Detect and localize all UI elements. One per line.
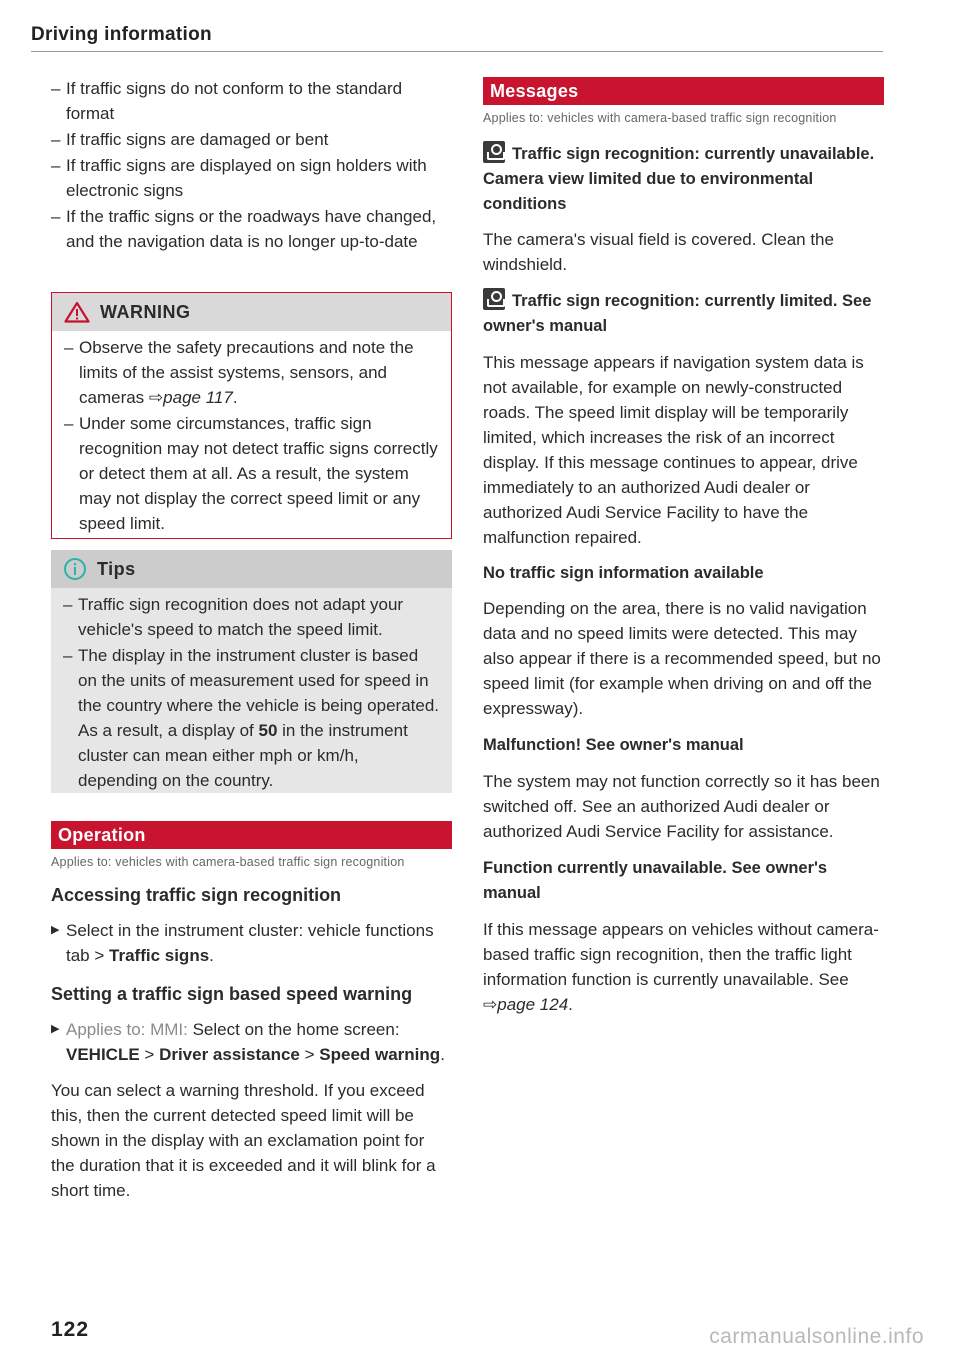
traffic-sign-camera-icon: [483, 288, 505, 310]
punctuation: .: [232, 388, 238, 407]
list-item: [64, 335, 439, 410]
tips-list: [51, 588, 452, 800]
list-item: [63, 643, 440, 793]
message-title-text: Traffic sign recognition: currently limited. See owner's manual: [483, 292, 872, 335]
instruction-step: [51, 918, 446, 968]
list-item: – If traffic signs are damaged or bent: [51, 127, 446, 152]
info-circle-icon: [63, 557, 87, 581]
path-separator: >: [299, 1045, 320, 1064]
operation-section: [51, 821, 452, 869]
warning-box: [51, 292, 452, 539]
list-item: – If traffic signs are displayed on sign holders with electronic signs: [51, 153, 446, 203]
body-paragraph: You can select a warning threshold. If you exceed this, then the current detected speed limit will be shown in the display with an exclamation point for the duration that it is exceeded and it will blink for a short time.: [51, 1081, 436, 1200]
message-title: Malfunction! See owner's manual: [483, 736, 744, 754]
speed-value: 50: [258, 721, 278, 740]
page-header-title: Driving information: [31, 24, 212, 45]
limitations-list: [51, 76, 446, 255]
path-separator: >: [139, 1045, 160, 1064]
triangle-bullet-icon: ▶: [51, 1023, 60, 1035]
tips-header: [51, 550, 452, 588]
list-item: – If the traffic signs or the roadways have changed, and the navigation data is no longer up-to-date: [51, 204, 446, 254]
menu-path-item: Speed warning: [319, 1045, 441, 1064]
warning-label: WARNING: [100, 301, 191, 322]
applies-to-note: Applies to: vehicles with camera-based traffic sign recognition: [51, 855, 405, 869]
tip-text: The display in the instrument cluster is based on the units of measurement used for speed in the country where the vehicle is being operated. As a result, a display of: [78, 646, 440, 740]
page-number: 122: [51, 1318, 90, 1341]
warning-triangle-icon: [64, 301, 90, 323]
traffic-sign-camera-icon: [483, 141, 505, 163]
subheading-accessing: Accessing traffic sign recognition: [51, 885, 342, 905]
message-body: This message appears if navigation system data is not available, for example on newly-constructed roads. The speed limit display will be temporarily limited, which increases the risk of an incorrect display. If this message continues to appear, drive immediately to an authorized Audi dealer or authorized Audi Service Facility to have the malfunction repaired.: [483, 353, 864, 547]
message-title: Function currently unavailable. See owner's manual: [483, 859, 828, 902]
message-body: The camera's visual field is covered. Clean the windshield.: [483, 230, 834, 274]
page-ref-arrow-icon: ⇨: [148, 388, 164, 407]
list-item: – Traffic sign recognition does not adapt your vehicle's speed to match the speed limit.: [63, 592, 440, 642]
warning-header: [52, 293, 451, 331]
punctuation: .: [568, 995, 573, 1014]
header-rule: [31, 51, 883, 52]
message-title: [483, 141, 884, 217]
list-item: – Under some circumstances, traffic sign recognition may not detect traffic signs correctly or detect them at all. As a result, the system may not display the correct speed limit or any speed limit.: [64, 411, 439, 536]
message-body: The system may not function correctly so it has been switched off. See an authorized Audi dealer or authorized Audi Service Facility for assistance.: [483, 772, 880, 841]
warning-text: Observe the safety precautions and note the limits of the assist systems, sensors, and cameras: [79, 338, 414, 407]
message-title: No traffic sign information available: [483, 564, 764, 582]
menu-path-item: VEHICLE: [66, 1045, 140, 1064]
tips-box: [51, 550, 452, 793]
page-ref-arrow-icon: ⇨: [483, 995, 498, 1014]
applies-to-inline: Applies to: MMI:: [66, 1020, 188, 1039]
page-reference-link[interactable]: page 117: [163, 388, 233, 407]
watermark: carmanualsonline.info: [709, 1325, 924, 1348]
punctuation: .: [209, 946, 214, 965]
message-body-text: If this message appears on vehicles without camera-based traffic sign recognition, then the traffic light information function is currently unavailable. See: [483, 920, 879, 989]
warning-list: [52, 331, 451, 543]
message-body: Depending on the area, there is no valid navigation data and no speed limits were detected. This may also appear if there is a recommended speed, but no speed limit (for example when driving on and off the expressway).: [483, 599, 881, 718]
message-title: [483, 288, 884, 339]
message-title-text: Traffic sign recognition: currently unavailable. Camera view limited due to environmental conditions: [483, 145, 875, 213]
instruction-step: [51, 1017, 452, 1067]
tip-text: in the instrument cluster can mean either mph or km/h, depending on the country.: [78, 721, 408, 790]
step-text: Select on the home screen:: [187, 1020, 400, 1039]
messages-section: [483, 77, 884, 125]
message-body: [483, 917, 884, 1017]
page-reference-link[interactable]: page 124: [497, 995, 569, 1014]
menu-path-item: Driver assistance: [159, 1045, 300, 1064]
step-text: Select in the instrument cluster: vehicle functions tab >: [66, 921, 434, 965]
triangle-bullet-icon: ▶: [51, 924, 60, 936]
section-title-bar: Messages: [483, 77, 884, 105]
section-title-bar: Operation: [51, 821, 452, 849]
menu-path-item: Traffic signs: [109, 946, 210, 965]
tips-label: Tips: [97, 558, 136, 579]
subheading-setting: Setting a traffic sign based speed warning: [51, 984, 413, 1004]
list-item: – If traffic signs do not conform to the standard format: [51, 76, 446, 126]
punctuation: .: [440, 1045, 445, 1064]
applies-to-note: Applies to: vehicles with camera-based traffic sign recognition: [483, 111, 837, 125]
